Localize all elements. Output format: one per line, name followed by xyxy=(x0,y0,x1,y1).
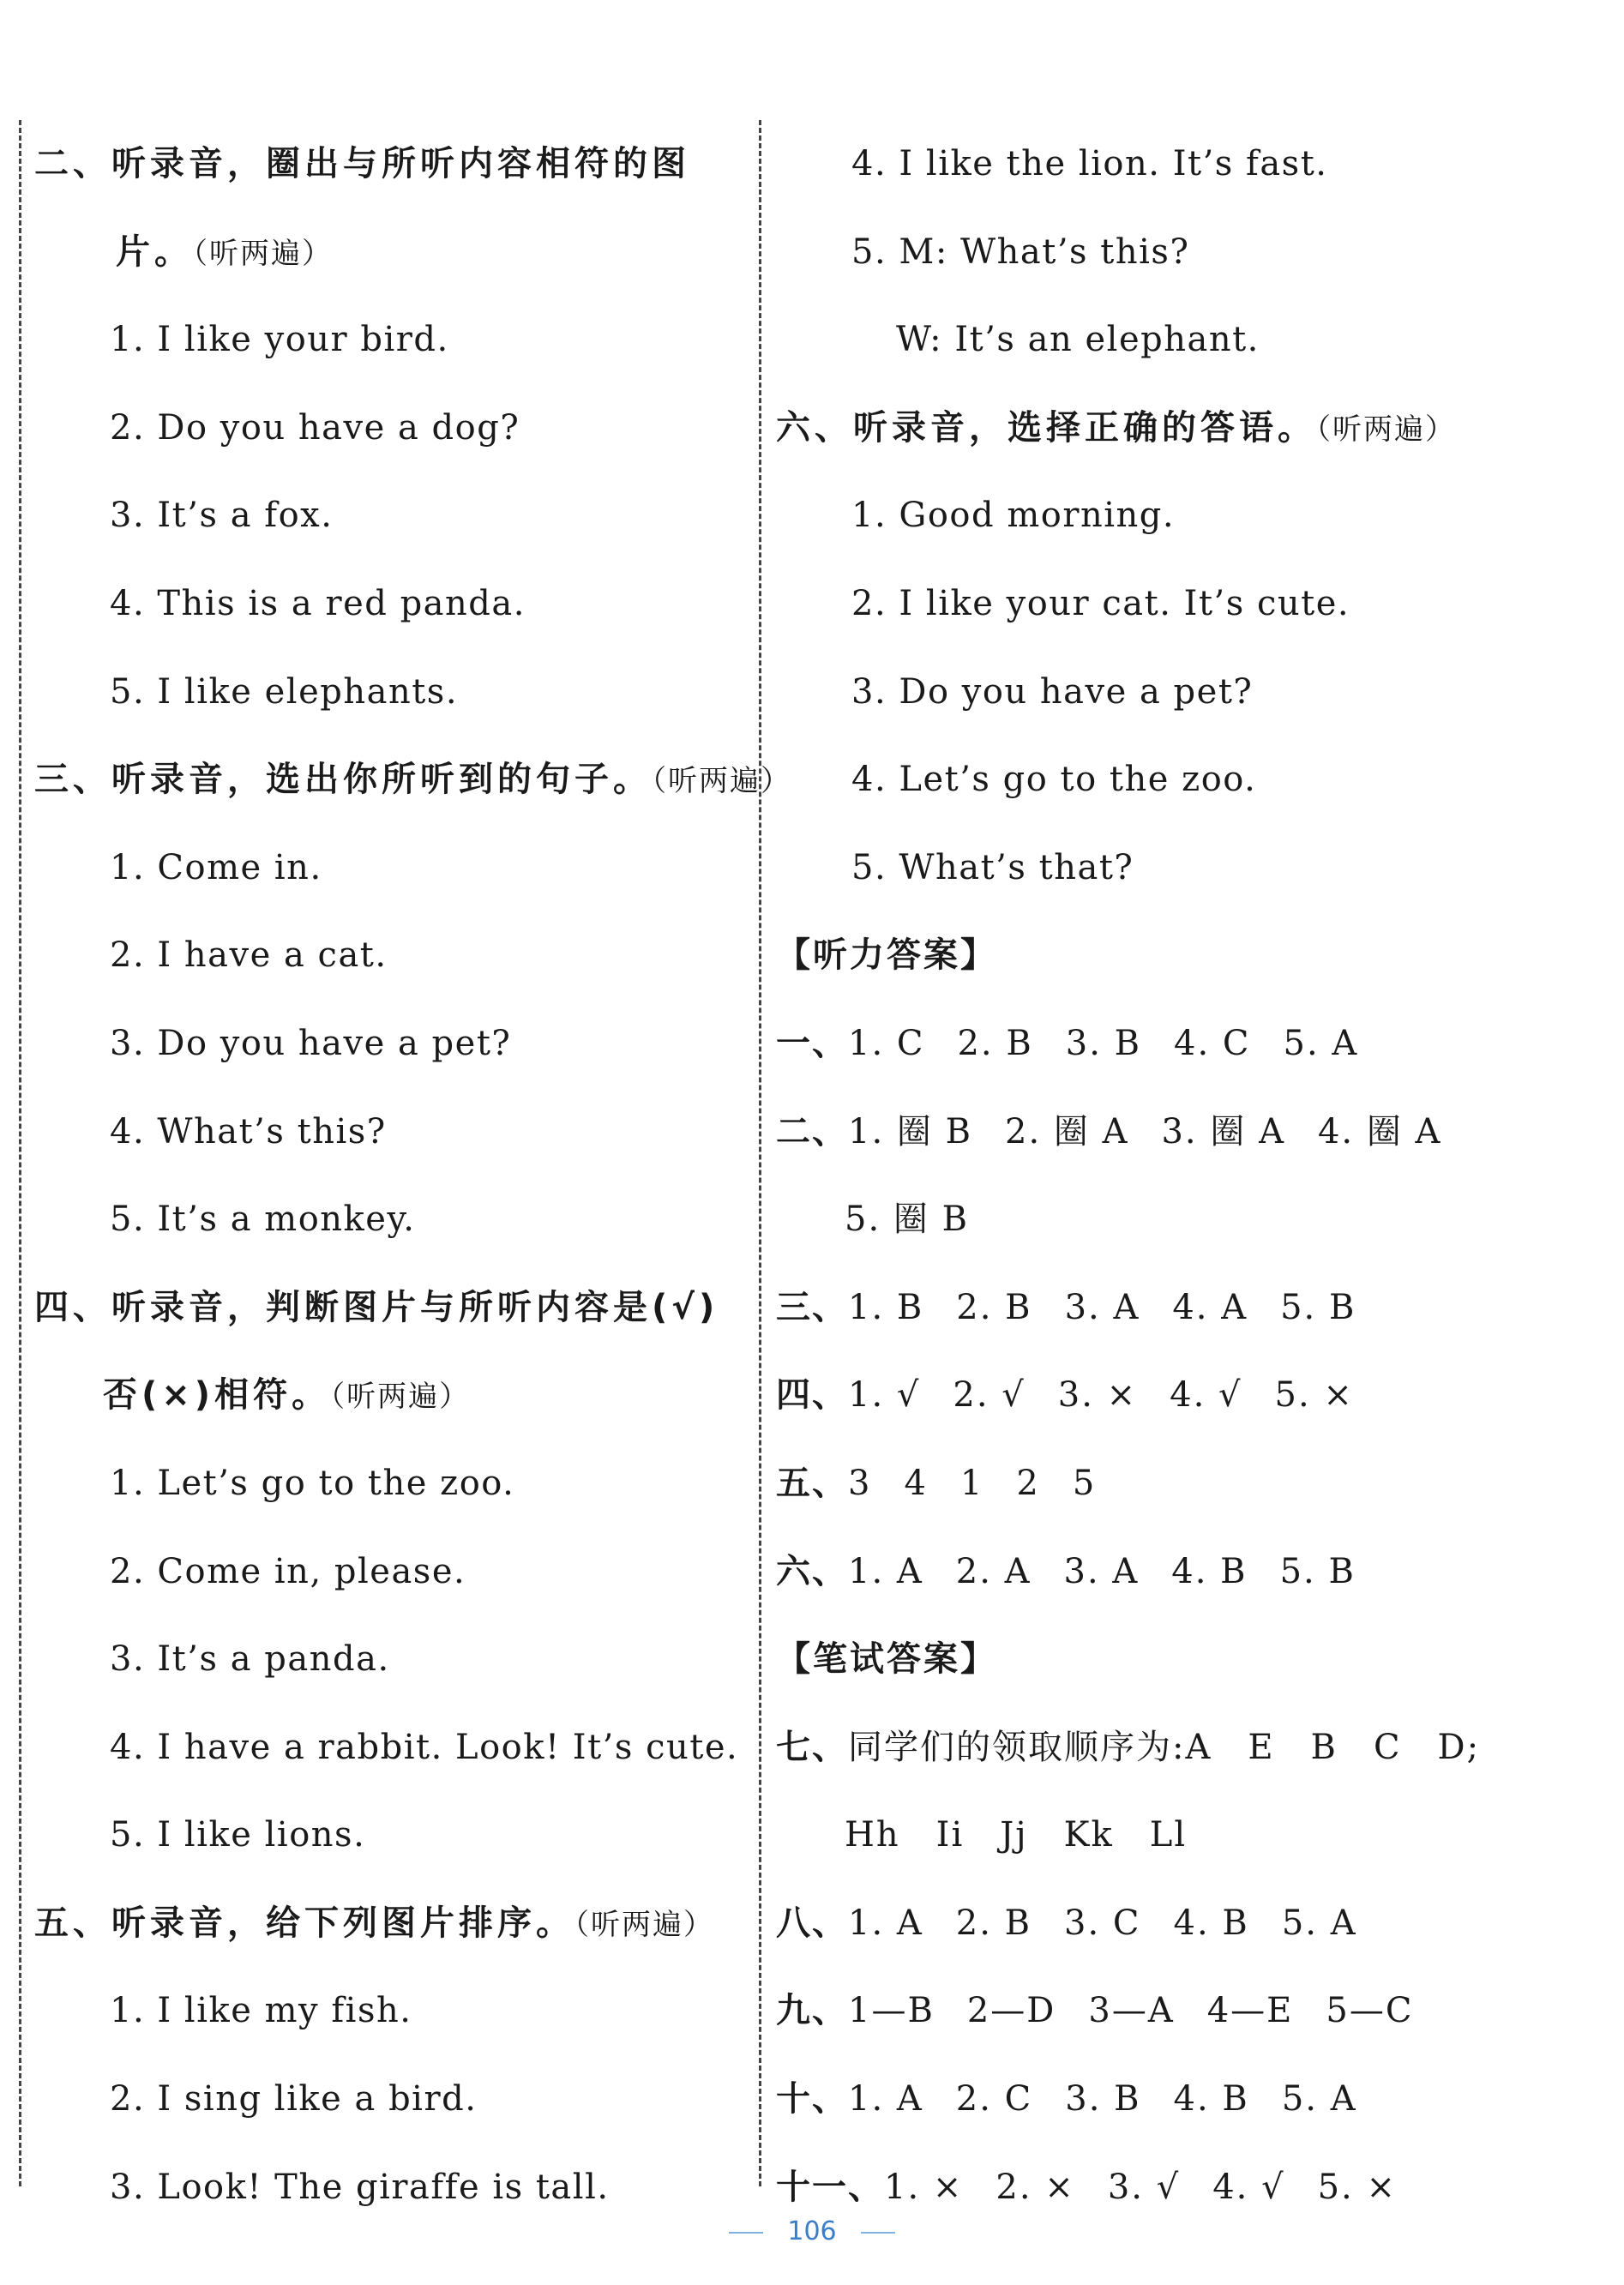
transcript-line: 3. It’s a fox. xyxy=(110,496,334,536)
transcript-line: 1. Come in. xyxy=(110,847,322,887)
transcript-line: 1. Let’s go to the zoo. xyxy=(110,1463,515,1503)
transcript-line: 2. Do you have a dog? xyxy=(110,407,520,448)
transcript-line: 2. I have a cat. xyxy=(110,935,388,976)
column-divider-dashed-rule xyxy=(759,120,761,2186)
page-number: 106 xyxy=(787,2216,837,2246)
footer-dash-left xyxy=(729,2232,763,2234)
transcript-line: 5. It’s a monkey. xyxy=(110,1200,416,1240)
transcript-line: 2. I sing like a bird. xyxy=(110,2079,478,2120)
transcript-line: 5. I like elephants. xyxy=(110,671,459,712)
transcript-line: 3. Do you have a pet? xyxy=(851,671,1254,712)
section-heading: 四、听录音，判断图片与所听内容是(√) xyxy=(34,1287,719,1327)
transcript-line: 3. It’s a panda. xyxy=(110,1639,390,1680)
transcript-line: 5. I like lions. xyxy=(110,1815,366,1855)
listening-answers-title: 【听力答案】 xyxy=(776,935,997,976)
answer-row: 七、同学们的领取顺序为:A E B C D; xyxy=(776,1727,1481,1767)
answer-row-continued: 5. 圈 B xyxy=(845,1200,969,1240)
footer-dash-right xyxy=(861,2232,895,2234)
answer-row: 八、1. A 2. B 3. C 4. B 5. A xyxy=(776,1903,1357,1943)
transcript-line: 5. What’s that? xyxy=(851,847,1134,887)
left-column xyxy=(34,120,791,2231)
transcript-line: 4. Let’s go to the zoo. xyxy=(851,760,1257,800)
transcript-line: 1. Good morning. xyxy=(851,496,1176,536)
right-column xyxy=(776,120,1599,2231)
answer-row: 一、1. C 2. B 3. B 4. C 5. A xyxy=(776,1023,1359,1063)
transcript-line: 4. I like the lion. It’s fast. xyxy=(851,144,1328,183)
transcript-line: 2. Come in, please. xyxy=(110,1551,466,1591)
section-heading: 三、听录音，选出你所听到的句子。（听两遍） xyxy=(34,760,791,800)
page-footer xyxy=(0,2216,1624,2246)
written-answers-title: 【笔试答案】 xyxy=(776,1639,997,1680)
answer-row: 五、3 4 1 2 5 xyxy=(776,1463,1097,1503)
answer-row: 四、1. √ 2. √ 3. × 4. √ 5. × xyxy=(776,1375,1354,1416)
transcript-line: 3. Do you have a pet? xyxy=(110,1023,512,1063)
section-heading: 六、听录音，选择正确的答语。（听两遍） xyxy=(776,407,1456,448)
transcript-line: 2. I like your cat. It’s cute. xyxy=(851,583,1350,623)
transcript-line: 5. M: What’s this? xyxy=(851,232,1190,272)
transcript-line: 4. This is a red panda. xyxy=(110,583,526,623)
transcript-line: 1. I like your bird. xyxy=(110,320,449,360)
answer-row-continued: Hh Ii Jj Kk Ll xyxy=(845,1815,1188,1855)
section-heading-continued: 片。（听两遍） xyxy=(116,232,333,272)
transcript-line: W: It’s an elephant. xyxy=(896,320,1260,360)
answer-row: 六、1. A 2. A 3. A 4. B 5. B xyxy=(776,1551,1356,1591)
section-heading: 五、听录音，给下列图片排序。（听两遍） xyxy=(34,1903,714,1943)
left-margin-dashed-rule xyxy=(19,120,21,2186)
answer-row: 二、1. 圈 B 2. 圈 A 3. 圈 A 4. 圈 A xyxy=(776,1111,1442,1152)
answer-row: 三、1. B 2. B 3. A 4. A 5. B xyxy=(776,1287,1356,1327)
transcript-line: 3. Look! The giraffe is tall. xyxy=(110,2167,610,2207)
section-heading-continued: 否(×)相符。（听两遍） xyxy=(103,1375,471,1416)
transcript-line: 4. What’s this? xyxy=(110,1111,387,1152)
transcript-line: 4. I have a rabbit. Look! It’s cute. xyxy=(110,1727,739,1767)
answer-row: 十一、1. × 2. × 3. √ 4. √ 5. × xyxy=(776,2167,1397,2207)
section-heading: 二、听录音，圈出与所听内容相符的图 xyxy=(34,144,690,183)
answer-row: 九、1—B 2—D 3—A 4—E 5—C xyxy=(776,1991,1414,2031)
answer-row: 十、1. A 2. C 3. B 4. B 5. A xyxy=(776,2079,1357,2120)
transcript-line: 1. I like my fish. xyxy=(110,1991,412,2031)
